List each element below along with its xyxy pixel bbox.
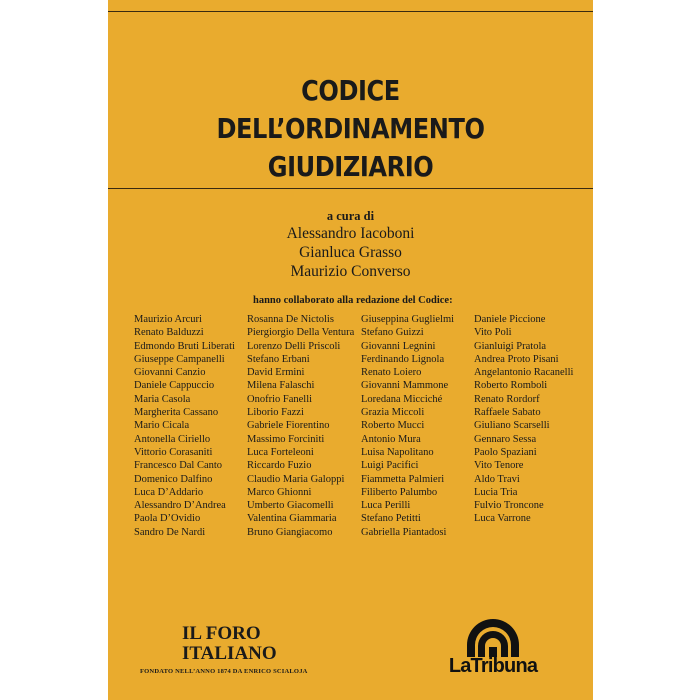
collaborator-name: Francesco Dal Canto — [134, 460, 223, 472]
collaborator-name: Giovanni Canzio — [134, 367, 206, 379]
collaborator-name: Giuliano Scarselli — [474, 420, 550, 432]
top-divider — [108, 11, 593, 12]
collaborator-name: Gabriella Piantadosi — [361, 526, 447, 538]
collaborator-name: David Ermini — [247, 367, 305, 379]
editor-name: Alessandro Iacoboni — [286, 225, 415, 242]
editors-block — [108, 208, 593, 281]
collaborator-name: Fiammetta Palmieri — [361, 473, 445, 485]
edited-by-label: a cura di — [326, 209, 375, 223]
collaborator-name: Loredana Micciché — [361, 393, 443, 405]
collaborator-name: Mario Cicala — [134, 420, 190, 432]
publisher-wordmark: LaTribuna — [448, 655, 538, 677]
collaborator-name: Maurizio Arcuri — [134, 314, 202, 325]
title-divider — [108, 188, 593, 189]
collaborator-name: Aldo Travi — [474, 473, 520, 485]
il-foro-italiano-logo — [140, 624, 308, 675]
collaborator-name: Bruno Giangiacomo — [247, 526, 333, 538]
editor-name: Gianluca Grasso — [299, 244, 402, 261]
collaborator-name: Angelantonio Racanelli — [474, 367, 574, 379]
collaborator-name: Riccardo Fuzio — [247, 460, 312, 472]
collaborator-name: Alessandro D’Andrea — [134, 500, 226, 512]
collaborator-name: Gennaro Sessa — [474, 433, 537, 445]
collaborator-name: Edmondo Bruti Liberati — [134, 340, 235, 352]
collaborator-name: Maria Casola — [134, 393, 191, 405]
collaborator-name: Liborio Fazzi — [247, 407, 304, 419]
book-title — [142, 72, 559, 186]
collaborator-name: Luca Perilli — [361, 500, 411, 512]
collaborator-name: Roberto Romboli — [474, 380, 548, 392]
collaborator-name: Luca D’Addario — [134, 486, 204, 498]
collaborator-name: Lorenzo Delli Priscoli — [247, 340, 341, 352]
collaborator-name: Gianluigi Pratola — [474, 340, 547, 352]
book-cover — [108, 0, 593, 700]
collaborators-column-2 — [247, 313, 354, 539]
collaborator-name: Stefano Petitti — [361, 513, 421, 525]
collaborator-name: Valentina Giammaria — [247, 513, 337, 525]
collaborator-name: Sandro De Nardi — [134, 526, 206, 538]
collaborator-name: Luca Varrone — [474, 513, 531, 525]
collaborator-name: Stefano Guizzi — [361, 327, 424, 339]
collaborator-name: Grazia Miccoli — [361, 407, 425, 419]
collaborator-name: Luigi Pacifici — [361, 460, 419, 472]
collaborator-name: Claudio Maria Galoppi — [247, 473, 345, 485]
publisher-line-2: ITALIANO — [182, 643, 277, 664]
collaborator-name: Andrea Proto Pisani — [474, 353, 559, 365]
collaborator-name: Giovanni Mammone — [361, 380, 449, 392]
editor-name: Maurizio Converso — [290, 263, 411, 280]
collaborator-name: Lucia Tria — [474, 486, 518, 498]
collaborator-name: Vittorio Corasaniti — [134, 446, 213, 458]
collaborator-name: Daniele Cappuccio — [134, 380, 215, 392]
collaborator-name: Vito Tenore — [474, 460, 524, 472]
collaborator-name: Antonio Mura — [361, 433, 421, 445]
collaborator-name: Roberto Mucci — [361, 420, 425, 432]
arches-logo-icon — [463, 615, 523, 657]
collaborator-name: Stefano Erbani — [247, 353, 310, 365]
collaborator-name: Umberto Giacomelli — [247, 500, 334, 512]
collaborator-name: Marco Ghionni — [247, 486, 312, 498]
collaborator-name: Raffaele Sabato — [474, 407, 541, 419]
collaborators-column-4 — [474, 313, 573, 526]
publisher-line-1: IL FORO — [182, 623, 261, 644]
collaborator-name: Filiberto Palumbo — [361, 486, 438, 498]
collaborator-name: Piergiorgio Della Ventura — [247, 327, 355, 339]
collaborator-name: Giovanni Legnini — [361, 340, 436, 352]
collaborator-name: Milena Falaschi — [247, 380, 315, 392]
collaborator-name: Luca Forteleoni — [247, 446, 314, 458]
collaborator-name: Domenico Dalfino — [134, 473, 213, 485]
collaborator-name: Antonella Ciriello — [134, 433, 211, 445]
collaborator-name: Onofrio Fanelli — [247, 393, 313, 405]
collaborator-name: Massimo Forciniti — [247, 433, 325, 445]
collaborator-name: Renato Loiero — [361, 367, 422, 379]
collaborator-name: Rosanna De Nictolis — [247, 314, 334, 325]
collaborator-name: Giuseppina Guglielmi — [361, 314, 455, 325]
collaborator-name: Margherita Cassano — [134, 407, 219, 419]
la-tribuna-logo — [438, 615, 548, 678]
collaborator-name: Renato Rordorf — [474, 393, 540, 405]
collaborators-label: hanno collaborato alla redazione del Codice: — [253, 295, 453, 306]
collaborator-name: Ferdinando Lignola — [361, 353, 445, 365]
collaborator-name: Giuseppe Campanelli — [134, 353, 225, 365]
title-line-2: DELL’ORDINAMENTO GIUDIZIARIO — [216, 112, 485, 183]
collaborator-name: Paola D’Ovidio — [134, 513, 201, 525]
publisher-subtitle: FONDATO NELL’ANNO 1874 DA ENRICO SCIALOJA — [140, 668, 308, 675]
collaborator-name: Renato Balduzzi — [134, 327, 204, 339]
collaborator-name: Daniele Piccione — [474, 314, 546, 325]
title-line-1: CODICE — [301, 74, 400, 107]
collaborators-column-3 — [361, 313, 454, 539]
collaborator-name: Paolo Spaziani — [474, 446, 537, 458]
collaborator-name: Gabriele Fiorentino — [247, 420, 330, 432]
collaborator-name: Fulvio Troncone — [474, 500, 544, 512]
collaborator-name: Luisa Napolitano — [361, 446, 434, 458]
collaborator-name: Vito Poli — [474, 327, 512, 339]
collaborators-column-1 — [134, 313, 235, 539]
